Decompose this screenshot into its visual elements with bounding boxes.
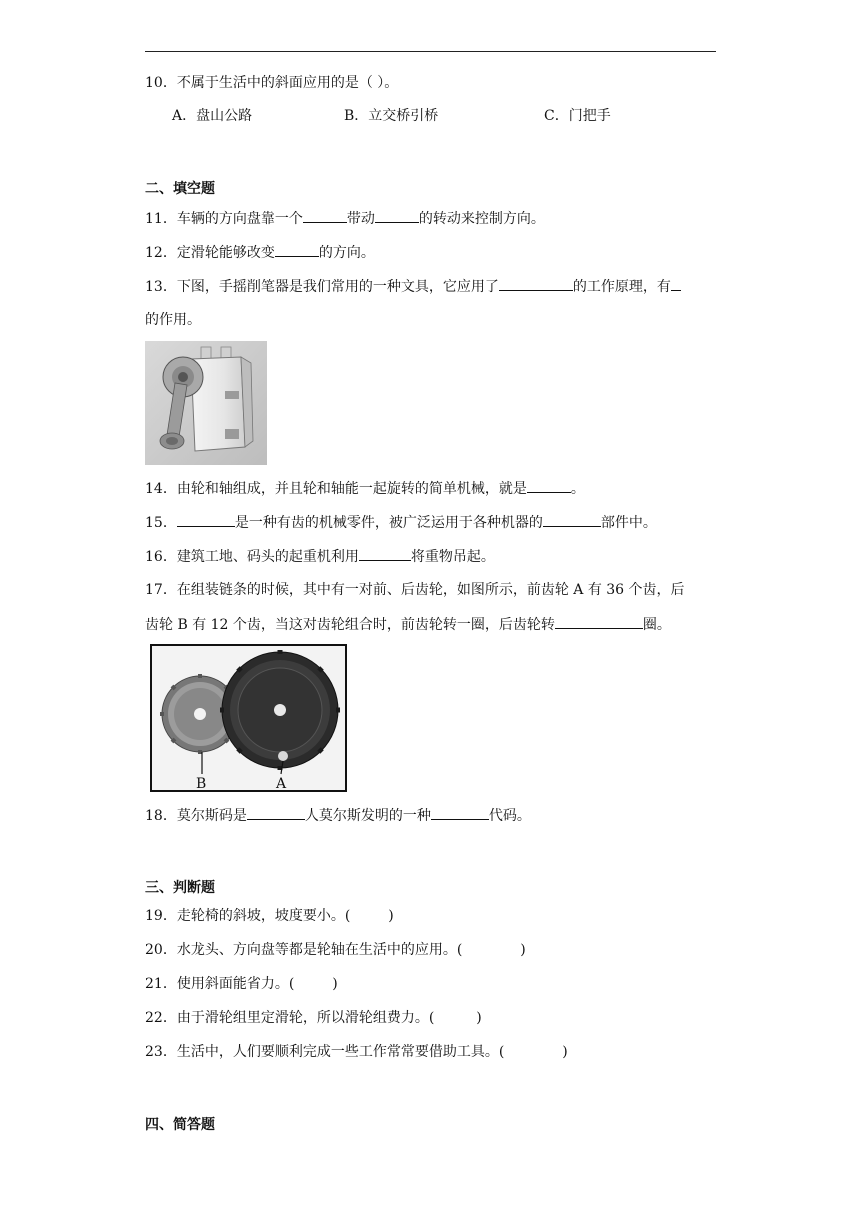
- answer-blank[interactable]: [177, 513, 235, 527]
- pencil-sharpener-icon: [145, 341, 267, 465]
- option-c: C．门把手: [544, 108, 611, 124]
- q13-text-b: 的工作原理，有: [572, 279, 671, 295]
- question-13: [145, 277, 681, 296]
- q11-text-c: 的转动来控制方向。: [418, 211, 545, 227]
- answer-blank[interactable]: [431, 806, 489, 820]
- option-a: A．盘山公路: [172, 108, 253, 124]
- answer-blank[interactable]: [375, 209, 419, 223]
- question-13-cont: 的作用。: [145, 312, 201, 328]
- gear-a-label: A: [276, 776, 287, 792]
- q21-close: ): [332, 976, 338, 992]
- option-b: B．立交桥引桥: [344, 108, 439, 124]
- q22-text: 22．由于滑轮组里定滑轮，所以滑轮组费力。(: [145, 1010, 435, 1026]
- pencil-sharpener-image: [145, 341, 267, 465]
- gears-icon: [150, 644, 347, 792]
- q11-text-b: 带动: [346, 211, 375, 227]
- q15-text-b: 是一种有齿的机械零件，被广泛运用于各种机器的: [234, 515, 543, 531]
- q12-text-b: 的方向。: [318, 245, 375, 261]
- q19-close: ): [388, 908, 394, 924]
- question-14: [145, 479, 585, 498]
- header-rule: [145, 51, 716, 52]
- question-10: 10．不属于生活中的斜面应用的是（ ）。: [145, 75, 399, 91]
- answer-blank[interactable]: [555, 615, 643, 629]
- section-title-short-answer: 四、简答题: [145, 1117, 215, 1133]
- answer-blank[interactable]: [359, 547, 411, 561]
- question-17-cont: [145, 615, 671, 634]
- gear-a-icon: [220, 650, 340, 770]
- q22-close: ): [476, 1010, 482, 1026]
- q18-text-a: 18．莫尔斯码是: [145, 808, 247, 824]
- q15-text-a: 15．: [145, 515, 177, 531]
- q18-text-c: 代码。: [488, 808, 531, 824]
- q20-close: ): [520, 942, 526, 958]
- q15-text-c: 部件中。: [600, 515, 657, 531]
- question-18: [145, 806, 531, 825]
- answer-blank[interactable]: [543, 513, 601, 527]
- gear-b-label: B: [196, 776, 207, 792]
- q23-text: 23．生活中，人们要顺利完成一些工作常常要借助工具。(: [145, 1044, 505, 1060]
- q17-text-b: 齿轮 B 有 12 个齿，当这对齿轮组合时，前齿轮转一圈，后齿轮转: [145, 617, 555, 633]
- gears-image: [150, 644, 347, 792]
- question-12: [145, 243, 375, 262]
- question-20: [145, 941, 526, 959]
- q21-text: 21．使用斜面能省力。(: [145, 976, 295, 992]
- answer-blank[interactable]: [247, 806, 305, 820]
- q17-text-c: 圈。: [642, 617, 671, 633]
- question-17: 17．在组装链条的时候，其中有一对前、后齿轮，如图所示，前齿轮 A 有 36 个齿，后: [145, 582, 685, 598]
- section-title-fill-in: 二、填空题: [145, 181, 215, 197]
- q20-text: 20．水龙头、方向盘等都是轮轴在生活中的应用。(: [145, 942, 463, 958]
- answer-blank[interactable]: [671, 277, 681, 291]
- q18-text-b: 人莫尔斯发明的一种: [304, 808, 431, 824]
- answer-blank[interactable]: [275, 243, 319, 257]
- q19-text: 19．走轮椅的斜坡，坡度要小。(: [145, 908, 351, 924]
- answer-blank[interactable]: [303, 209, 347, 223]
- q12-text-a: 12．定滑轮能够改变: [145, 245, 275, 261]
- answer-blank[interactable]: [499, 277, 573, 291]
- question-16: [145, 547, 495, 566]
- q16-text-a: 16．建筑工地、码头的起重机利用: [145, 549, 359, 565]
- question-21: [145, 975, 338, 993]
- question-15: [145, 513, 657, 532]
- section-title-true-false: 三、判断题: [145, 880, 215, 896]
- q14-text-a: 14．由轮和轴组成，并且轮和轴能一起旋转的简单机械，就是: [145, 481, 527, 497]
- answer-blank[interactable]: [527, 479, 571, 493]
- question-11: [145, 209, 545, 228]
- question-19: [145, 907, 394, 925]
- q14-text-b: 。: [570, 481, 585, 497]
- question-23: [145, 1043, 568, 1061]
- q11-text-a: 11．车辆的方向盘靠一个: [145, 211, 303, 227]
- q13-text-a: 13．下图，手摇削笔器是我们常用的一种文具，它应用了: [145, 279, 499, 295]
- q23-close: ): [562, 1044, 568, 1060]
- q16-text-b: 将重物吊起。: [410, 549, 495, 565]
- question-22: [145, 1009, 482, 1027]
